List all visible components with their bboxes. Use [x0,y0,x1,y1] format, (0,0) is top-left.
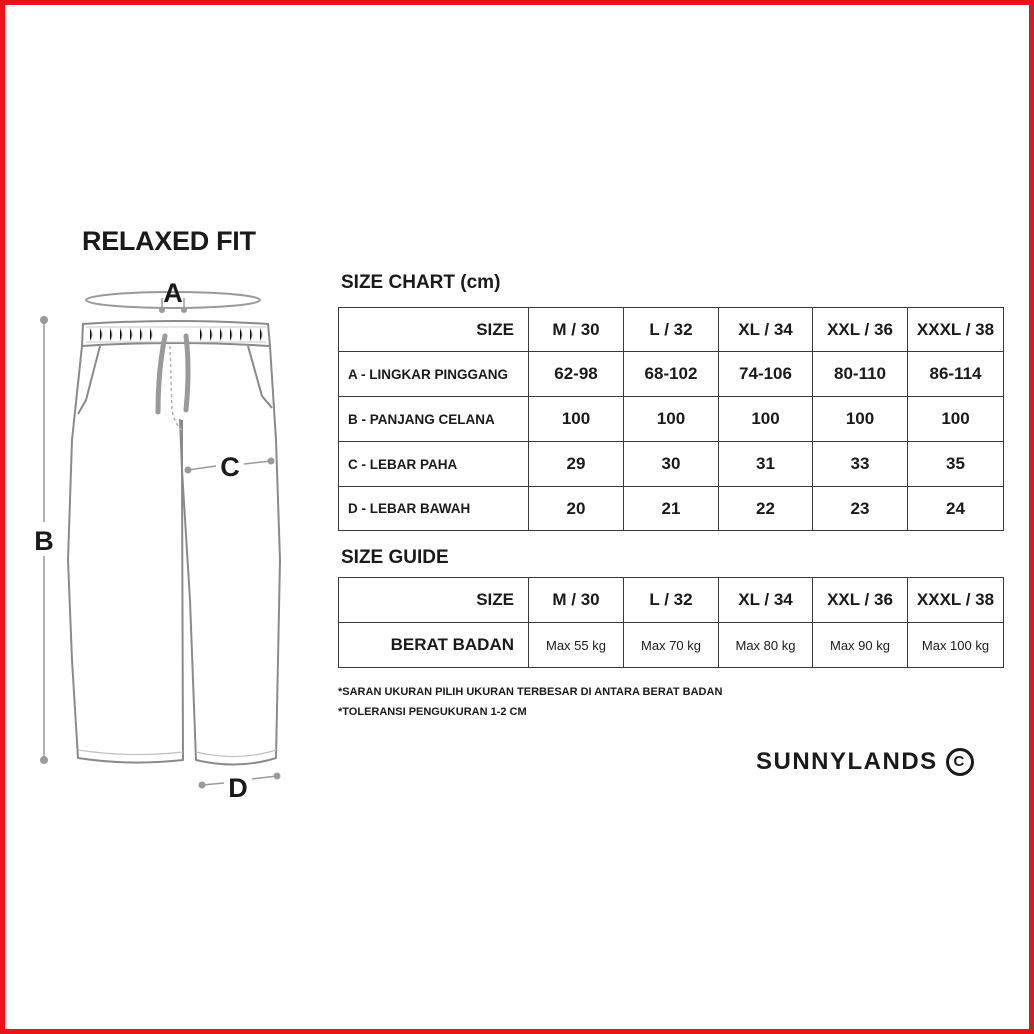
measurement-cell: 100 [719,397,813,442]
table-row [339,623,1004,668]
size-header-cell: XXL / 36 [813,578,908,623]
size-header-cell: M / 30 [529,578,624,623]
measurement-cell: 74-106 [719,352,813,397]
measurement-cell: 80-110 [813,352,908,397]
pants-outline [68,346,280,765]
table-row [339,397,1004,442]
size-header-cell: M / 30 [529,308,624,352]
note-size-advice: *SARAN UKURAN PILIH UKURAN TERBESAR DI ANTARA BERAT BADAN [338,686,723,698]
size-header-cell: XXXL / 38 [908,578,1004,623]
size-header-cell: L / 32 [624,308,719,352]
measurement-cell: 68-102 [624,352,719,397]
size-header-cell: L / 32 [624,578,719,623]
weight-cell: Max 80 kg [719,623,813,668]
measurement-cell: 23 [813,487,908,531]
size-guide-header-row [339,578,1004,623]
pants-diagram [0,0,330,830]
size-chart-header-row [339,308,1004,352]
measurement-cell: 24 [908,487,1004,531]
row-label: C - LEBAR PAHA [339,442,529,487]
size-guide-table [338,577,1004,668]
drawstring-right [186,336,188,410]
measurement-cell: 33 [813,442,908,487]
row-label: B - PANJANG CELANA [339,397,529,442]
row-label: A - LINGKAR PINGGANG [339,352,529,397]
measurement-cell: 86-114 [908,352,1004,397]
dimension-label-d: D [228,773,248,803]
measurement-cell: 29 [529,442,624,487]
size-header-label: SIZE [339,578,529,623]
size-header-cell: XL / 34 [719,308,813,352]
weight-cell: Max 55 kg [529,623,624,668]
size-header-label: SIZE [339,308,529,352]
measurement-cell: 62-98 [529,352,624,397]
measurement-cell: 100 [908,397,1004,442]
size-chart-title: SIZE CHART (cm) [341,272,501,293]
size-chart-table [338,307,1004,531]
table-row [339,352,1004,397]
measurement-cell: 100 [529,397,624,442]
note-tolerance: *TOLERANSI PENGUKURAN 1-2 CM [338,706,527,718]
size-header-cell: XXXL / 38 [908,308,1004,352]
drawstring-left [158,336,165,412]
measurement-cell: 31 [719,442,813,487]
pocket-right [248,346,272,408]
measurement-cell: 20 [529,487,624,531]
measurement-cell: 35 [908,442,1004,487]
table-row [339,487,1004,531]
row-label: D - LEBAR BAWAH [339,487,529,531]
weight-row-label: BERAT BADAN [339,623,529,668]
copyright-icon [946,748,974,776]
weight-cell: Max 100 kg [908,623,1004,668]
brand-logo [756,748,974,776]
size-header-cell: XXL / 36 [813,308,908,352]
dimension-label-c: C [220,452,240,482]
fit-title: RELAXED FIT [82,226,256,256]
measurement-cell: 100 [813,397,908,442]
weight-cell: Max 70 kg [624,623,719,668]
measurement-cell: 22 [719,487,813,531]
dimension-label-b: B [34,526,54,556]
brand-name: SUNNYLANDS [756,748,938,775]
size-header-cell: XL / 34 [719,578,813,623]
dimension-label-a: A [163,278,183,308]
measurement-cell: 100 [624,397,719,442]
measurement-cell: 30 [624,442,719,487]
size-guide-title: SIZE GUIDE [341,547,449,568]
measurement-cell: 21 [624,487,719,531]
weight-cell: Max 90 kg [813,623,908,668]
table-row [339,442,1004,487]
